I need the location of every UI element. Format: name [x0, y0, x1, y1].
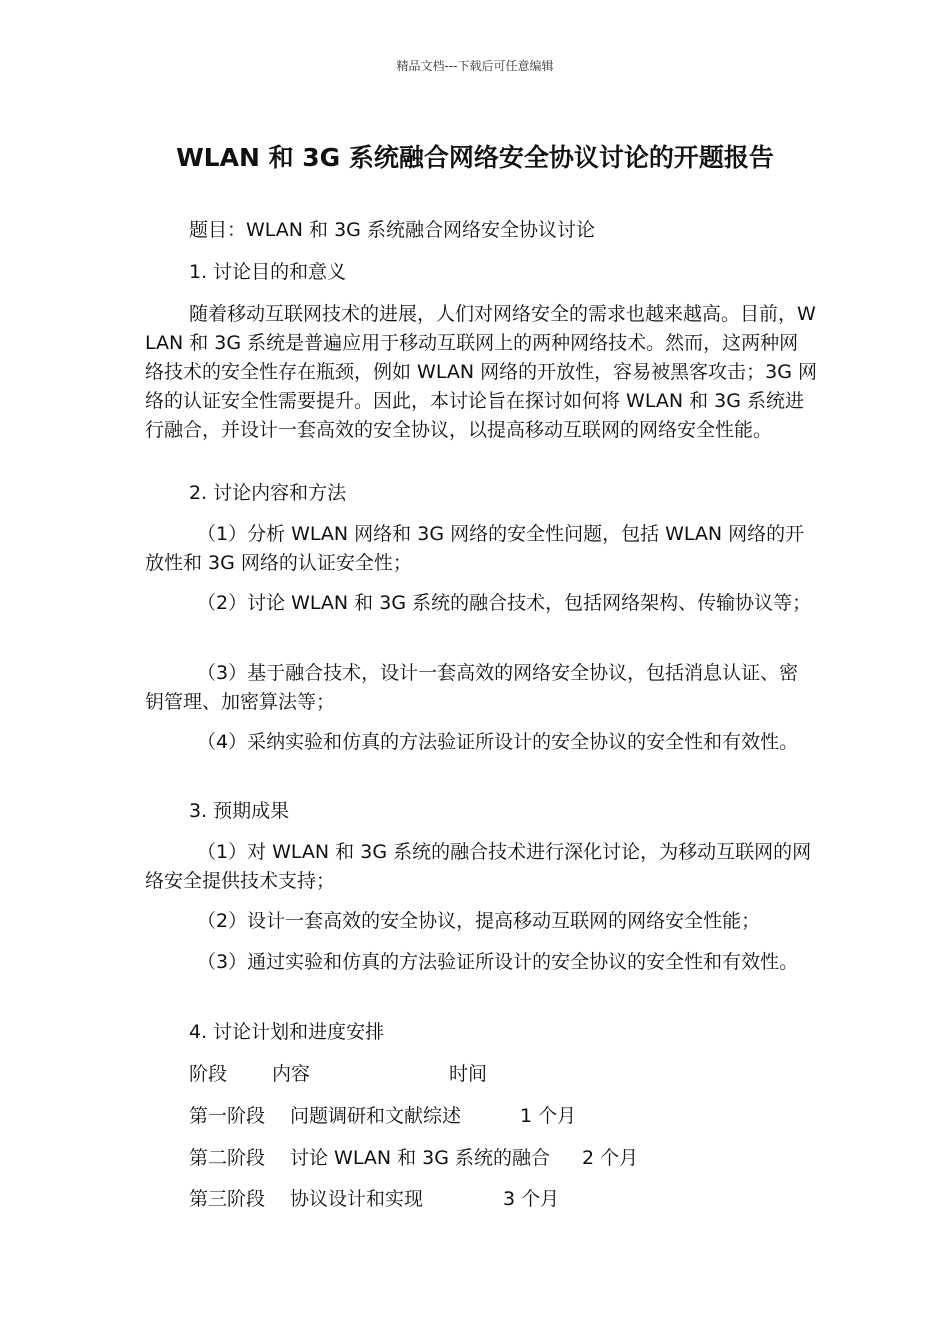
section-2-item-4: （4）采纳实验和仿真的方法验证所设计的安全协议的安全性和有效性。: [197, 731, 799, 753]
header-note: 精品文档---下载后可任意编辑: [396, 59, 554, 73]
section-2-item-3: （3）基于融合技术，设计一套高效的网络安全协议，包括消息认证、密钥管理、加密算法等；: [145, 662, 799, 713]
section-2-heading: 2. 讨论内容和方法: [189, 482, 347, 504]
schedule-row-3-stage: 第三阶段: [189, 1188, 266, 1210]
section-2-item-1: （1）分析 WLAN 网络和 3G 网络的安全性问题，包括 WLAN 网络的开放性和 3G 网络的认证安全性；: [145, 523, 805, 574]
schedule-row-2-content: 讨论 WLAN 和 3G 系统的融合: [290, 1147, 550, 1169]
section-2-item-2: （2）讨论 WLAN 和 3G 系统的融合技术，包括网络架构、传输协议等；: [197, 592, 812, 614]
topic-line: 题目：WLAN 和 3G 系统融合网络安全协议讨论: [189, 219, 595, 241]
schedule-row-3-time: 3 个月: [503, 1188, 560, 1210]
section-3-heading: 3. 预期成果: [189, 800, 290, 822]
schedule-row-1-stage: 第一阶段: [189, 1105, 266, 1127]
section-3-item-1: （1）对 WLAN 和 3G 系统的融合技术进行深化讨论，为移动互联网的网络安全提供技术支持；: [145, 841, 812, 892]
schedule-row-2-stage: 第二阶段: [189, 1147, 266, 1169]
schedule-header-time: 时间: [449, 1063, 488, 1085]
section-3-item-3: （3）通过实验和仿真的方法验证所设计的安全协议的安全性和有效性。: [197, 951, 799, 973]
schedule-row-1-content: 问题调研和文献综述: [290, 1105, 462, 1127]
schedule-header-content: 内容: [272, 1063, 311, 1085]
schedule-row-1-time: 1 个月: [520, 1105, 577, 1127]
section-3-item-2: （2）设计一套高效的安全协议，提高移动互联网的网络安全性能；: [197, 910, 761, 932]
schedule-header-stage: 阶段: [189, 1063, 228, 1085]
section-1-heading: 1. 讨论目的和意义: [189, 261, 347, 283]
schedule-row-3-content: 协议设计和实现: [290, 1188, 424, 1210]
section-4-heading: 4. 讨论计划和进度安排: [189, 1021, 385, 1043]
document-title: WLAN 和 3G 系统融合网络安全协议讨论的开题报告: [176, 143, 774, 172]
section-1-paragraph: 随着移动互联网技术的进展，人们对网络安全的需求也越来越高。目前，WLAN 和 3G 系统是普遍应用于移动互联网上的两种网络技术。然而，这两种网络技术的安全性存在瓶颈，例如 WLAN 网络的开放性，容易被黑客攻击；3G 网络的认证安全性需要提升。因此，本讨论旨在探讨如何将 WLAN 和 3G 系统进行融合，并设计一套高效的安全协议，以提高移动互联网的网络安全性能。: [145, 303, 817, 441]
schedule-row-2-time: 2 个月: [582, 1147, 639, 1169]
